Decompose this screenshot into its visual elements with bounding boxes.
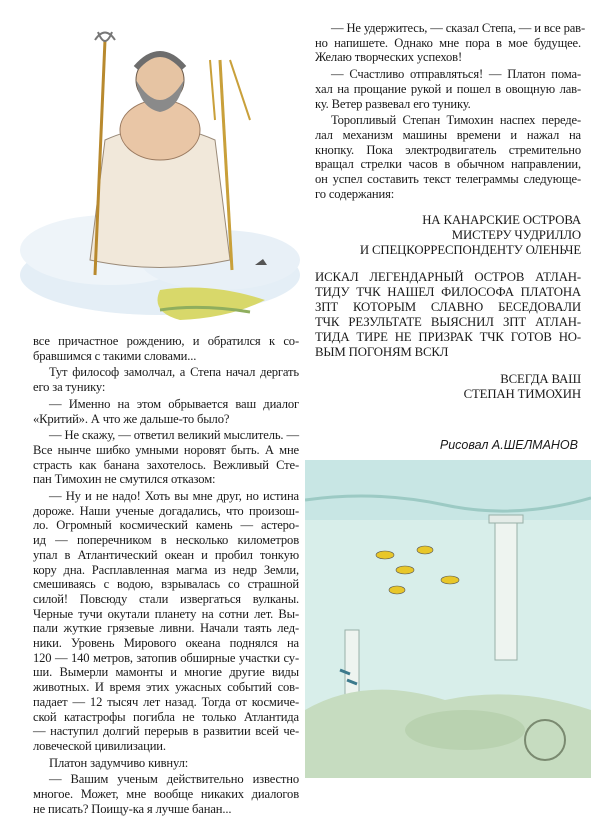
text-line: бравшимся с такими словами...	[33, 348, 197, 363]
text-line: хал на прощание рукой и пошел в овощную лав-	[315, 81, 581, 96]
text-line: ло. Огромный космический камень — астеро-	[33, 518, 299, 533]
telegram-address	[315, 213, 581, 258]
text-line: — Ну и не надо! Хоть вы мне друг, но истина	[49, 489, 299, 504]
text-line: ловеческой цивилизации.	[33, 738, 166, 753]
text-line: Черные тучи окутали планету на сотни лет. Вы-	[33, 606, 299, 621]
telegram-body-line: ЗПТ КОТОРЫМ СЛАВНО БЕСЕДОВАЛИ	[315, 299, 581, 314]
text-line: лал механизм машины времени и нажал на	[315, 127, 581, 142]
paragraph	[33, 489, 299, 754]
telegram-signature-line: СТЕПАН ТИМОХИН	[463, 386, 581, 401]
text-line: ку. Ветер развевал его тунику.	[315, 96, 471, 111]
article-continuation	[315, 21, 586, 201]
paragraph	[315, 67, 581, 111]
paragraph	[33, 756, 299, 771]
paragraph	[33, 772, 299, 816]
poseidon-illustration	[10, 20, 310, 332]
telegram-address-line: И СПЕЦКОРРЕСПОНДЕНТУ ОЛЕНЬЧЕ	[359, 243, 581, 258]
text-line: упал в Атлантический океан и пробил тонкую	[33, 547, 299, 562]
text-line: — наступил долгий перерыв в развитии всей че-	[33, 724, 299, 739]
text-line: — Не удержитесь, — сказал Степа, — и все рав-	[331, 21, 586, 35]
telegram-body-line: ИСКАЛ ЛЕГЕНДАРНЫЙ ОСТРОВ АТЛАН-	[315, 270, 581, 285]
text-line: все причастное рождению, и обратился к со-	[33, 334, 299, 348]
text-line: пали жуткие грязевые ливни. Начали таять лед-	[33, 621, 299, 636]
telegram-address-line: НА КАНАРСКИЕ ОСТРОВА	[422, 213, 581, 228]
text-line: его за тунику:	[33, 380, 106, 395]
paragraph	[33, 334, 299, 363]
text-line: Желаю творческих успехов!	[315, 50, 462, 65]
text-line: ники. Уровень Мирового океана поднялся на	[33, 636, 299, 651]
paragraph	[33, 365, 299, 394]
text-line: ид — поперечником в несколько километров	[33, 533, 299, 548]
telegram-body-line: ТЧК РЕЗУЛЬТАТЕ ВЫЯСНИЛ ЗПТ АТЛАН-	[315, 314, 581, 329]
text-line: «Критий». А что же дальше-то было?	[33, 411, 230, 426]
illustrator-credit: Рисовал А.ШЕЛМАНОВ	[439, 438, 578, 452]
text-line: падает — 12 тысяч лет назад. Тогда от космиче-	[33, 694, 299, 709]
text-line: ской катастрофы погибла не только Атлантида	[33, 709, 299, 724]
text-line: — Именно на этом обрывается ваш диалог	[49, 396, 299, 411]
telegram-body-line: ВЫМ ПОГОНЯМ ВСКЛ	[315, 344, 449, 359]
text-line: — Вашим ученым действительно известно	[49, 772, 299, 787]
text-line: — Не скажу, — ответил великий мыслитель. —	[49, 428, 299, 443]
text-line: пан Тимохин не смутился отказом:	[33, 472, 216, 487]
text-line: дороже. Наши ученые догадались, что произош-	[33, 503, 299, 518]
text-line: животных. И время этих ужасных событий сов-	[33, 680, 299, 695]
text-line: Платон задумчиво кивнул:	[49, 755, 189, 770]
left-text-column	[33, 334, 299, 819]
text-line: многое. Может, мне вообще никаких диалогов	[33, 787, 299, 802]
telegram-signature	[315, 372, 581, 402]
text-line: страсть как банана захотелось. Вежливый Сте-	[33, 457, 299, 472]
paragraph	[33, 397, 299, 426]
text-line: кнопку. Пока электродвигатель стремительно	[315, 142, 581, 157]
text-line: силой! Повсюду стали извергаться вулканы.	[33, 591, 299, 606]
text-line: не писать? Поищу-ка я лучше банан...	[33, 801, 232, 816]
text-line: го содержания:	[315, 186, 395, 201]
text-line: Все нынче шибко умными норовят быть. А мне	[33, 442, 299, 457]
atlantis-underwater-illustration	[305, 460, 591, 778]
text-line: смешиваясь с водою, взрывалась со страшной	[33, 577, 299, 592]
text-line: — Счастливо отправляться! — Платон пома-	[331, 67, 581, 82]
paragraph	[315, 113, 581, 201]
text-line: он успел составить текст телеграммы следующе-	[315, 172, 581, 187]
text-line: вращал стрелки часов в обычном направлении,	[315, 157, 581, 172]
telegram-signature-line: ВСЕГДА ВАШ	[500, 371, 581, 386]
text-line: кору дна. Расплавленная магма из недр Земли,	[33, 562, 299, 577]
text-line: Тут философ замолчал, а Степа начал дергать	[49, 365, 299, 380]
telegram-body	[315, 270, 581, 359]
text-line: 120 — 140 метров, затопив обширные участки су-	[33, 650, 299, 665]
telegram-body-line: ТИДУ ТЧК НАШЕЛ ФИЛОСОФА ПЛАТОНА	[315, 285, 581, 300]
text-line: Торопливый Степан Тимохин наспех переде-	[331, 113, 581, 128]
telegram-address-line: МИСТЕРУ ЧУДРИЛЛО	[451, 228, 581, 243]
right-text-column	[315, 21, 586, 401]
text-line: ши. Вымерли мамонты и многие другие виды	[33, 665, 299, 680]
paragraph	[315, 21, 586, 65]
telegram-body-line: ТИДА ТИРЕ НЕ ПРИЗРАК ТЧК ГОТОВ НО-	[315, 329, 581, 344]
text-line: но напишете. Однако мне пора в мое будущее.	[315, 35, 581, 50]
paragraph	[33, 428, 299, 487]
